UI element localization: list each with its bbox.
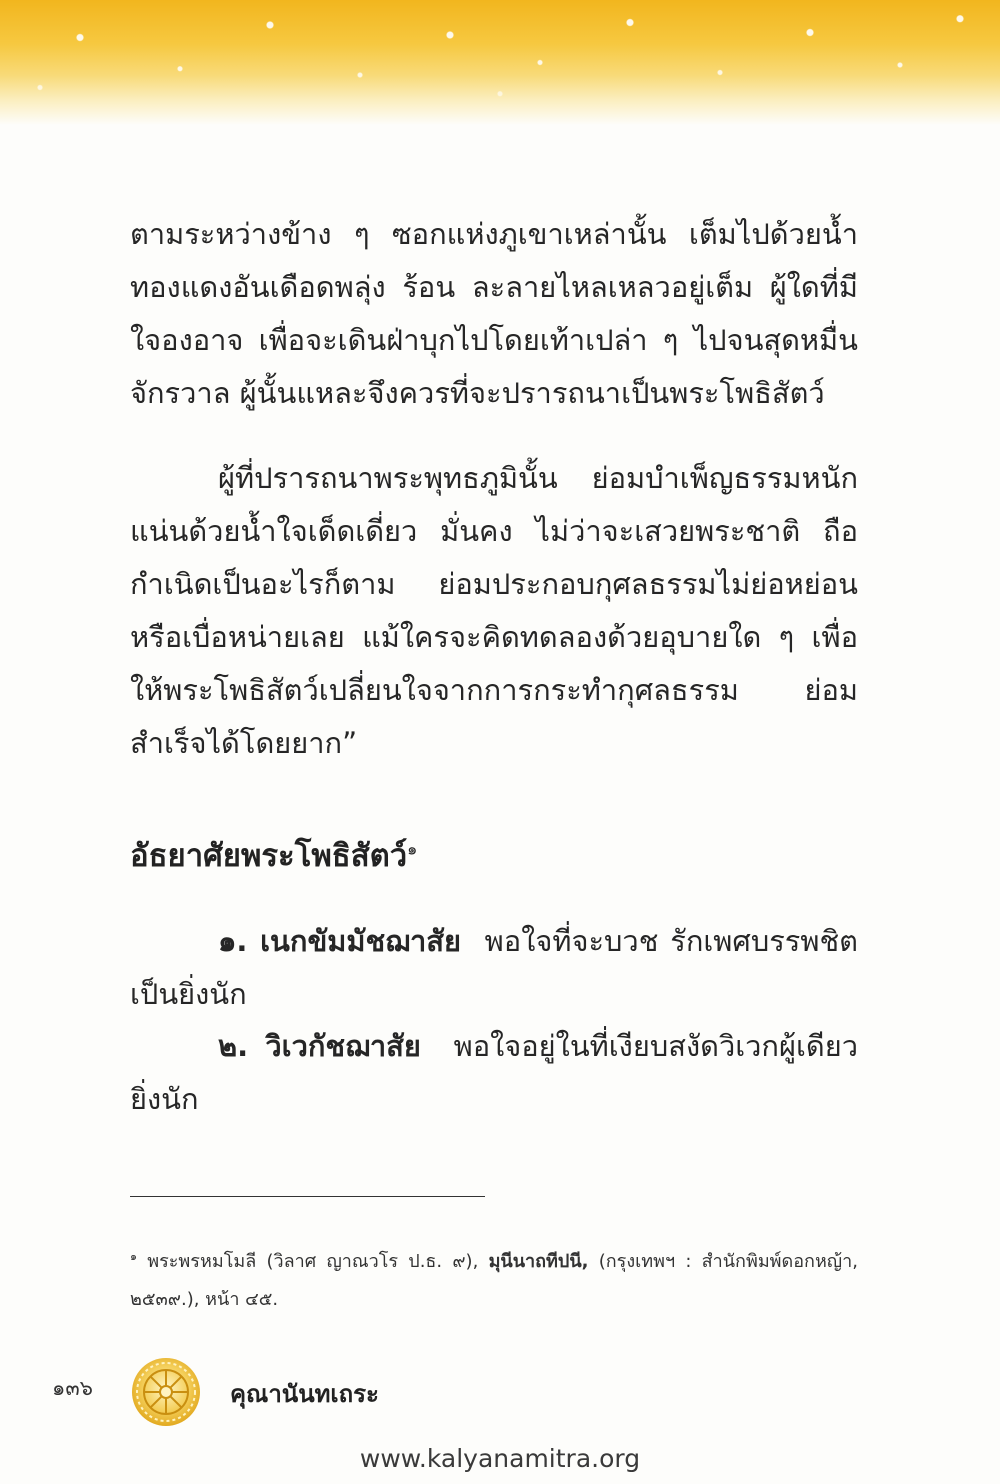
footnote-publication: (กรุงเทพฯ : สำนักพิมพ์ดอกหญ้า, ๒๕๓๙.), หน้า ๔๕. [130, 1251, 858, 1310]
dharma-wheel-icon [130, 1356, 202, 1428]
running-title: คุณานันทเถระ [230, 1380, 379, 1408]
body-paragraph-2: ผู้ที่ปรารถนาพระพุทธภูมินั้น ย่อมบำเพ็ญธรรมหนักแน่นด้วยน้ำใจเด็ดเดี่ยว มั่นคง ไม่ว่าจะเสวยพระชาติ ถือกำเนิดเป็นอะไรก็ตาม ย่อมประกอบกุศลธรรมไม่ย่อหย่อน หรือเบื่อหน่ายเลย แม้ใครจะคิดทดลองด้วยอุบายใด ๆ เพื่อให้พระโพธิสัตว์เปลี่ยนใจจากการกระทำกุศลธรรม ย่อมสำเร็จได้โดยยาก” [130, 461, 858, 760]
body-paragraph-1: ตามระหว่างข้าง ๆ ซอกแห่งภูเขาเหล่านั้น เต็มไปด้วยน้ำทองแดงอันเดือดพลุ่ง ร้อน ละลายไหลเหลวอยู่เต็ม ผู้ใดที่มีใจองอาจ เพื่อจะเดินฝ่าบุกไปโดยเท้าเปล่า ๆ ไปจนสุดหมื่นจักรวาล ผู้นั้นแหละจึงควรที่จะปรารถนาเป็นพระโพธิสัตว์ [130, 217, 858, 410]
top-decorative-band [0, 0, 1000, 125]
page-number: ๑๓๖ [52, 1376, 94, 1400]
footnote-reference: ๑ [407, 839, 418, 859]
footnote-mark: ๑ [130, 1250, 137, 1263]
footnote-book-title: มุนีนาถทีปนี, [488, 1251, 589, 1272]
section-heading-text: อัธยาศัยพระโพธิสัตว์ [130, 838, 408, 874]
list-item [130, 1020, 858, 1126]
footnote [130, 1238, 858, 1319]
list-item-text: พอใจที่จะบวช รักเพศบรรพชิตเป็นยิ่งนัก [130, 924, 859, 1011]
section-heading [130, 830, 417, 880]
footnote-author: พระพรหมโมลี (วิลาศ ญาณวโร ป.ธ. ๙), [147, 1251, 479, 1272]
site-url[interactable]: www.kalyanamitra.org [359, 1444, 641, 1473]
list-item-title: ๑. เนกขัมมัชฌาสัย [218, 924, 461, 958]
list-item-text: พอใจอยู่ในที่เงียบสงัดวิเวกผู้เดียวยิ่งนัก [130, 1029, 858, 1116]
list-item [130, 915, 858, 1021]
footnote-divider [130, 1196, 485, 1197]
list-item-title: ๒. วิเวกัชฌาสัย [218, 1029, 421, 1063]
